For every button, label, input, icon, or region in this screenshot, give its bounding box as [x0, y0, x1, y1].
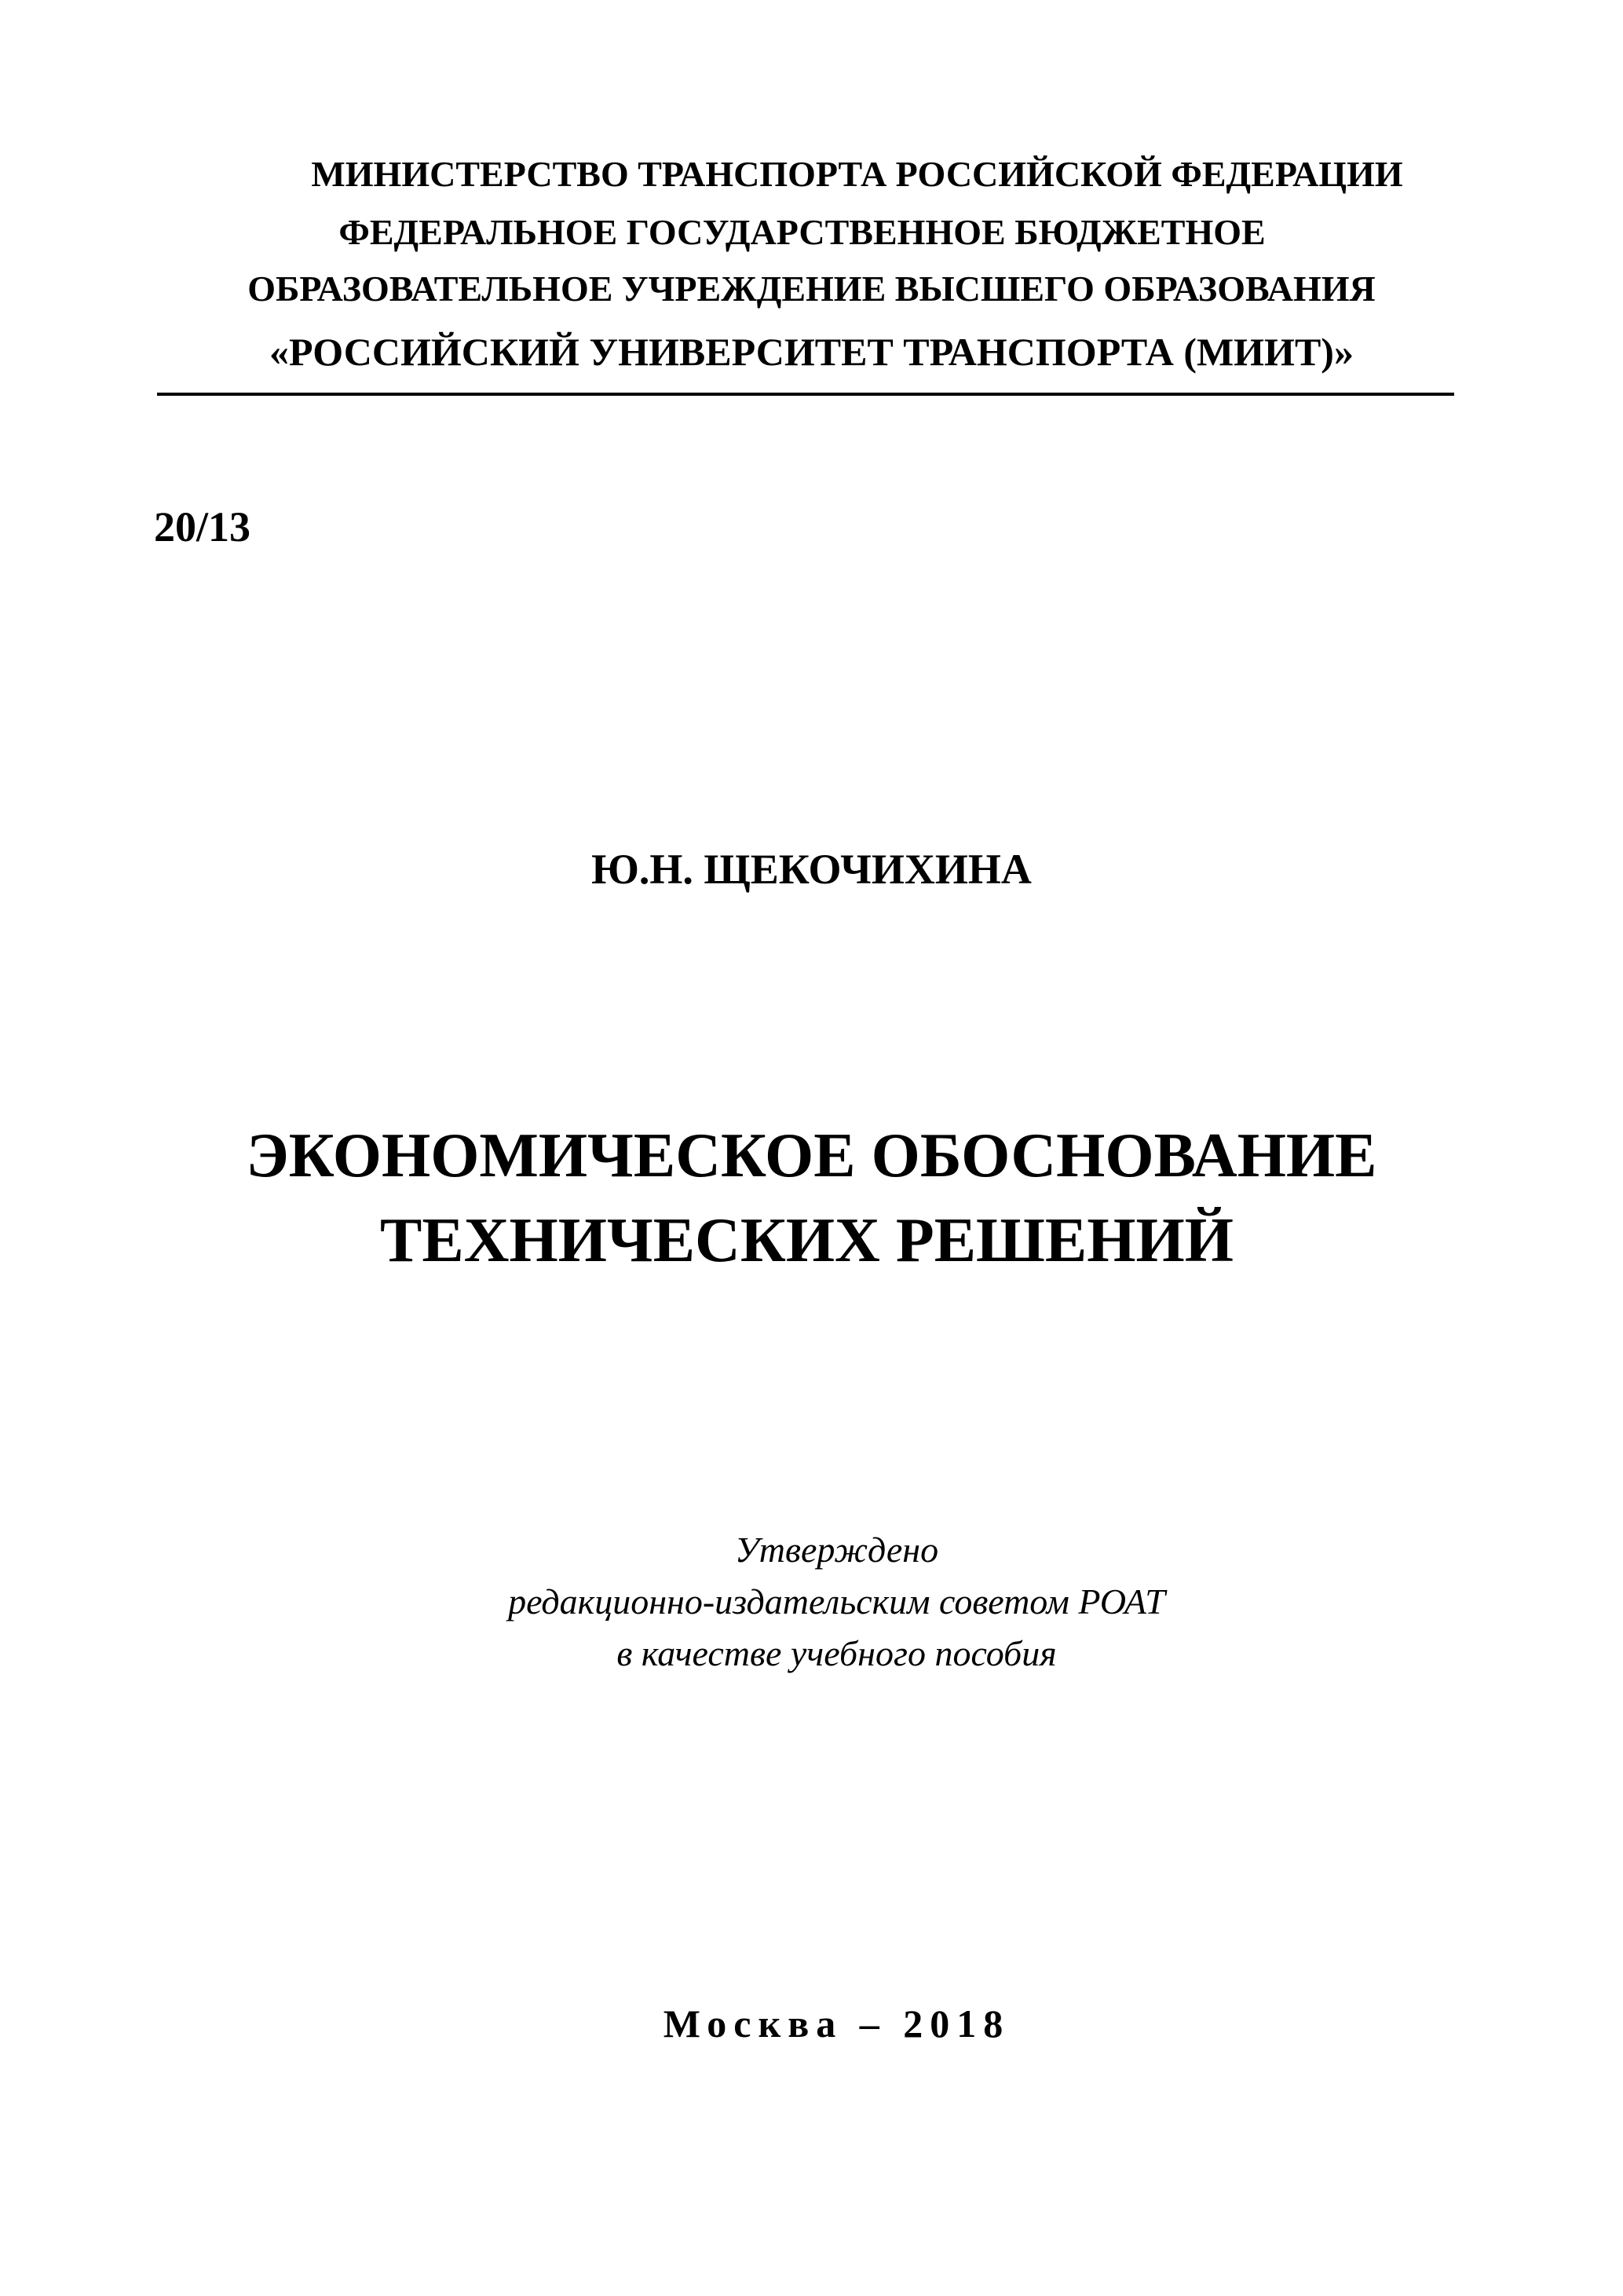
author-name: Ю.Н. ЩЕКОЧИХИНА: [591, 846, 1032, 893]
ministry-name: МИНИСТЕРСТВО ТРАНСПОРТА РОССИЙСКОЙ ФЕДЕРАЦИИ: [311, 154, 1403, 194]
document-code: 20/13: [154, 503, 251, 550]
institution-type-line-2: ОБРАЗОВАТЕЛЬНОЕ УЧРЕЖДЕНИЕ ВЫСШЕГО ОБРАЗОВАНИЯ: [247, 269, 1376, 309]
approval-note-line-1: Утверждено: [734, 1530, 939, 1570]
approval-note-line-2: редакционно-издательским советом РОАТ: [508, 1581, 1165, 1621]
institution-type-line-1: ФЕДЕРАЛЬНОЕ ГОСУДАРСТВЕННОЕ БЮДЖЕТНОЕ: [338, 212, 1266, 252]
book-title-line-2: ТЕХНИЧЕСКИХ РЕШЕНИЙ: [380, 1206, 1234, 1275]
city-and-year: Москва – 2018: [663, 2002, 1011, 2046]
book-title-line-1: ЭКОНОМИЧЕСКОЕ ОБОСНОВАНИЕ: [246, 1121, 1377, 1190]
header-divider: [157, 393, 1454, 396]
approval-note-line-3: в качестве учебного пособия: [616, 1633, 1057, 1673]
university-name: «РОССИЙСКИЙ УНИВЕРСИТЕТ ТРАНСПОРТА (МИИТ)»: [269, 330, 1354, 374]
